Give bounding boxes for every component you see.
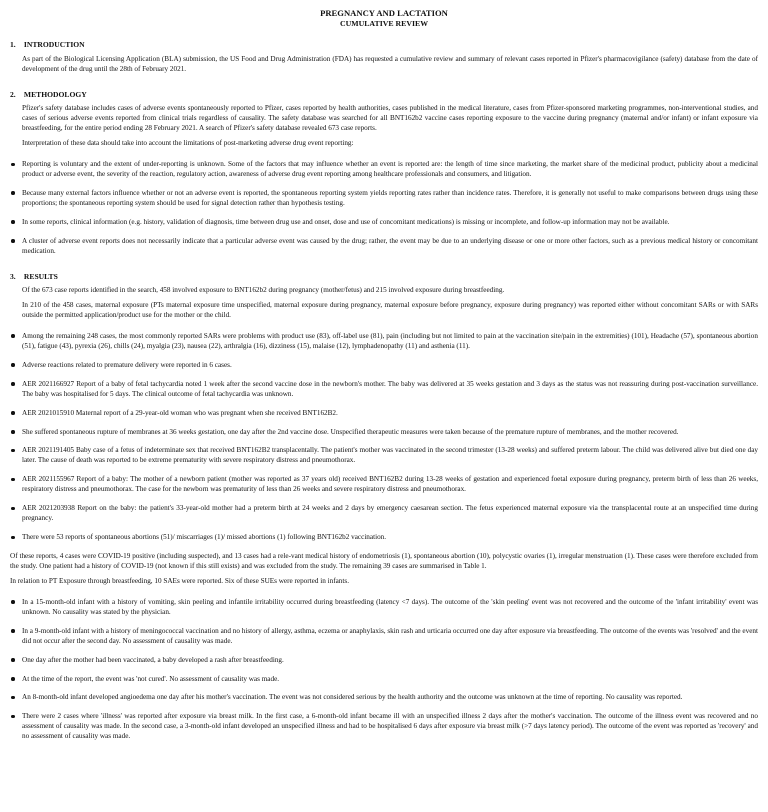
- methodology-paragraph: Pfizer's safety database includes cases of adverse events spontaneously reported to Pfizer, cases reported by health authorities, cases published in the medical literature, cases from Pfizer-sponsored marketing programmes, non-interventional studies, and cases of serious adverse events reported from clinical trials regardless of causality. The safety database was searched for all BNT162b2 vaccine cases reporting exposure to the vaccine during pregnancy (maternal and/or infant) or infant exposure via breastfeeding, for the entire period ending 28 February 2021. A search of Pfizer's safety database revealed 673 case reports.: [22, 104, 758, 133]
- bullet-icon: [11, 220, 15, 224]
- bullet-icon: [11, 658, 15, 662]
- bullet-icon: [11, 239, 15, 243]
- bullet-icon: [11, 382, 15, 386]
- section-number: 3.: [10, 271, 16, 281]
- list-item: AER 2021015910 Maternal report of a 29-year-old woman who was pregnant when she received BNT162B2.: [10, 409, 758, 419]
- bullet-icon: [11, 449, 15, 453]
- list-item: There were 53 reports of spontaneous abortions (51)/ miscarriages (1)/ missed abortions (1) following BNT162b2 vaccination.: [10, 533, 758, 543]
- list-item: An 8-month-old infant developed angioedema one day after his mother's vaccination. The event was not considered serious by the health authority and the outcome was unknown at the time of reporting. No causality was reported.: [10, 693, 758, 703]
- list-item: AER 2021155967 Report of a baby: The mother of a newborn patient (mother was reported as 37 years old) received BNT162B2 during 13-28 weeks of gestation and experienced foetal exposure during pregnancy, preterm birth of less than 26 weeks, respiratory distress and pneumothorax. The case for the newborn was prematurity of less than 26 weeks and severe respiratory distress and pneumothorax.: [10, 475, 758, 495]
- bullet-icon: [11, 507, 15, 511]
- bullet-icon: [11, 334, 15, 338]
- section-heading-methodology: [10, 90, 758, 100]
- section-heading-results: [10, 272, 758, 282]
- bullet-icon: [11, 536, 15, 540]
- methodology-paragraph: Interpretation of these data should take into account the limitations of post-marketing adverse drug event reporting:: [22, 139, 354, 148]
- results-paragraph: Of the 673 case reports identified in the search, 458 involved exposure to BNT162b2 during pregnancy (mother/fetus) and 215 involved exposure during breastfeeding.: [22, 286, 505, 295]
- list-item: At the time of the report, the event was 'not cured'. No assessment of causality was made.: [10, 675, 758, 685]
- bullet-icon: [11, 715, 15, 719]
- bullet-icon: [11, 629, 15, 633]
- bullet-icon: [11, 411, 15, 415]
- list-item: Reporting is voluntary and the extent of under-reporting is unknown. Some of the factors that may influence whether an event is reported are: the length of time since marketing, the market share of the medicinal product, publicity about a medicinal product or adverse event, the severity of the reaction, regulatory action, awareness of adverse drug event reporting among healthcare professionals and consumers, and litigation.: [10, 160, 758, 180]
- bullet-icon: [11, 677, 15, 681]
- section-title: INTRODUCTION: [23, 40, 85, 50]
- intro-paragraph: As part of the Biological Licensing Application (BLA) submission, the US Food and Drug Administration (FDA) has requested a cumulative review and summary of relevant cases reported in Pfizer's pharmacovigilance (safety) database from the date of development of the drug until the 28th of February 2021.: [22, 54, 758, 73]
- list-item: One day after the mother had been vaccinated, a baby developed a rash after breastfeeding.: [10, 656, 758, 666]
- section-number: 2.: [10, 89, 16, 99]
- section-heading-introduction: [10, 40, 758, 50]
- bullet-icon: [11, 163, 15, 167]
- list-item: She suffered spontaneous rupture of membranes at 36 weeks gestation, one day after the 2nd vaccine dose. Unspecified therapeutic measures were taken because of the premature rupture of membranes, and the mother recovered.: [10, 428, 758, 438]
- list-item: In a 15-month-old infant with a history of vomiting, skin peeling and infantile irritability occurred during breastfeeding (latency <7 days). The outcome of the 'skin peeling' event was not recovered and the outcome of the 'infant irritability' event was unknown. No causality was stated by the physician.: [10, 598, 758, 618]
- bullet-icon: [11, 430, 15, 434]
- bullet-icon: [11, 363, 15, 367]
- limitations-list: [10, 160, 758, 257]
- section-number: 1.: [10, 40, 16, 50]
- section-title: METHODOLOGY: [23, 89, 87, 99]
- list-item: There were 2 cases where 'illness' was reported after exposure via breast milk. In the first case, a 6-month-old infant became ill with an unspecified illness 2 days after the mother's vaccination. The outcome of the illness event was recovered and no assessment of causality was made. In the second case, a 3-month-old infant developed an unspecified illness and had to be hospitalised 6 days after exposure via breast milk (>7 days latency period). The outcome of the event was reported as 'recovery' and no assessment of causality was made.: [10, 712, 758, 742]
- list-item: AER 2021166927 Report of a baby of fetal tachycardia noted 1 week after the second vaccine dose in the newborn's mother. The baby was delivered at 35 weeks gestation and 3 days as the status was not reassuring during post-vaccination surveillance. The baby was hospitalised for 5 days. The clinical outcome of fetal tachycardia was unknown.: [10, 380, 758, 400]
- list-item: Among the remaining 248 cases, the most commonly reported SARs were problems with product use (83), off-label use (81), pain (including but not limited to pain at the vaccination site/pain in the extremities) (101), Headache (57), spontaneous abortion (51), fatigue (43), pyrexia (26), chills (24), myalgia (23), nausea (22), arthralgia (16), dizziness (15), malaise (12), lymphadenopathy (11) and asthenia (11).: [10, 332, 758, 352]
- list-item: Adverse reactions related to premature delivery were reported in 6 cases.: [10, 361, 758, 371]
- list-item: In some reports, clinical information (e.g. history, validation of diagnosis, time between drug use and onset, dose and use of concomitant medications) is missing or incomplete, and follow-up information may not be available.: [10, 218, 758, 228]
- document-subtitle: CUMULATIVE REVIEW: [339, 18, 428, 28]
- list-item: Because many external factors influence whether or not an adverse event is reported, the spontaneous reporting system yields reporting rates rather than incidence rates. Therefore, it is generally not useful to make comparisons between drugs using these proportions; the spontaneous reporting system should be used for signal detection rather than hypothesis testing.: [10, 189, 758, 209]
- list-item: AER 2021203938 Report on the baby: the patient's 33-year-old mother had a preterm birth at 24 weeks and 2 days by emergency caesarean section. The fetus experienced maternal exposure via the transplacental route at an unspecified time during pregnancy.: [10, 504, 758, 524]
- section-title: RESULTS: [23, 271, 58, 281]
- list-item: AER 2021191405 Baby case of a fetus of indeterminate sex that received BNT162B2 transplacentally. The patient's mother was vaccinated in the second trimester (13-28 weeks) and suffered preterm labour. The child was delivered alive but died one day later. The cause of death was reported to be extreme prematurity with severe respiratory distress and pneumothorax.: [10, 446, 758, 466]
- results-paragraph: Of these reports, 4 cases were COVID-19 positive (including suspected), and 13 cases had a rele-vant medical history of endometriosis (1), spontaneous abortion (10), polycystic ovaries (1), irregular menstruation (1). These cases were therefore excluded from the study. One patient had a history of COVID-19 (not known if this still exists) and was excluded from the study. The remaining 39 cases are summarised in Table 1.: [10, 552, 758, 570]
- list-item: A cluster of adverse event reports does not necessarily indicate that a particular adverse event was caused by the drug; rather, the event may be due to an underlying disease or one or more other factors, such as a previous medical history or concomitant medication.: [10, 237, 758, 257]
- document-title: PREGNANCY AND LACTATION: [320, 8, 448, 18]
- results-list: [10, 332, 758, 543]
- results-paragraph: In 210 of the 458 cases, maternal exposure (PTs maternal exposure time unspecified, maternal exposure during pregnancy, maternal exposure before pregnancy, exposure during pregnancy) was reported either without concomitant SARs or with SARs outside the permitted application/product use for the mother or the child.: [22, 301, 758, 319]
- bullet-icon: [11, 191, 15, 195]
- bullet-icon: [11, 478, 15, 482]
- bullet-icon: [11, 696, 15, 700]
- bullet-icon: [11, 600, 15, 604]
- list-item: In a 9-month-old infant with a history of meningococcal vaccination and no history of allergy, asthma, eczema or anaphylaxis, skin rash and urticaria occurred one day after exposure via breastfeeding. The outcome of the events was 'resolved' and the event did not occur after the second day. No assessment of causality was made.: [10, 627, 758, 647]
- breastfeeding-list: [10, 598, 758, 742]
- results-paragraph: In relation to PT Exposure through breastfeeding, 10 SAEs were reported. Six of these SUEs were reported in infants.: [10, 576, 349, 585]
